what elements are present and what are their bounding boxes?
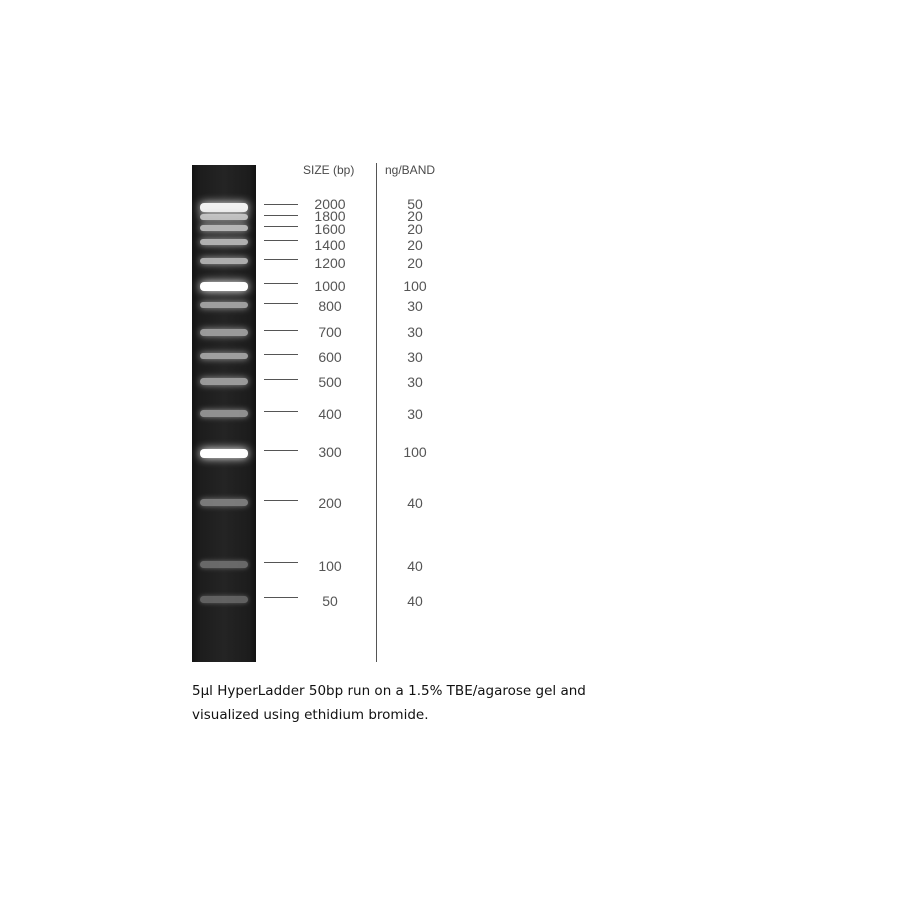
marker-tick [264,411,298,412]
marker-tick [264,354,298,355]
ng-label: 30 [407,298,423,314]
size-label: 1200 [314,255,346,271]
ng-label: 30 [407,406,423,422]
marker-tick [264,226,298,227]
ng-label: 20 [407,237,423,253]
band-1000 [200,282,248,291]
size-label: 200 [318,495,342,511]
caption-line-2: visualized using ethidium bromide. [192,707,429,723]
size-label: 600 [318,349,342,365]
marker-tick [264,303,298,304]
band-100 [200,561,248,568]
band-2000 [200,203,248,212]
size-label: 700 [318,324,342,340]
ng-label: 20 [407,255,423,271]
ng-label: 100 [403,278,427,294]
marker-tick [264,597,298,598]
band-700 [200,329,248,336]
caption-line-1: 5µl HyperLadder 50bp run on a 1.5% TBE/agarose gel and [192,683,586,699]
marker-tick [264,283,298,284]
band-200 [200,499,248,506]
size-header: SIZE (bp) [303,163,355,177]
ng-label: 20 [407,221,423,237]
marker-tick [264,215,298,216]
ng-label: 40 [407,495,423,511]
marker-tick [264,330,298,331]
marker-tick [264,259,298,260]
marker-tick [264,450,298,451]
marker-tick [264,562,298,563]
band-600 [200,353,248,359]
ng-label: 20 [407,208,423,224]
marker-tick [264,240,298,241]
band-1600 [200,225,248,231]
band-50 [200,596,248,603]
size-label: 300 [318,444,342,460]
band-1800 [200,214,248,220]
marker-tick [264,500,298,501]
size-label: 2000 [314,196,346,212]
size-label: 1400 [314,237,346,253]
ng-header: ng/BAND [385,163,436,177]
ng-label: 50 [407,196,423,212]
size-label: 50 [322,593,338,609]
marker-tick [264,204,298,205]
band-500 [200,378,248,385]
marker-tick [264,379,298,380]
ng-label: 100 [403,444,427,460]
size-label: 500 [318,374,342,390]
size-label: 1800 [314,208,346,224]
band-300 [200,449,248,458]
ng-label: 30 [407,349,423,365]
size-label: 800 [318,298,342,314]
band-1200 [200,258,248,264]
size-label: 100 [318,558,342,574]
band-800 [200,302,248,308]
band-400 [200,410,248,417]
band-1400 [200,239,248,245]
size-label: 400 [318,406,342,422]
figure-caption [192,679,632,727]
ng-label: 40 [407,593,423,609]
column-divider [376,163,377,662]
gel-lane [192,165,256,662]
ng-label: 30 [407,374,423,390]
ng-label: 30 [407,324,423,340]
size-label: 1000 [314,278,346,294]
size-label: 1600 [314,221,346,237]
ng-label: 40 [407,558,423,574]
